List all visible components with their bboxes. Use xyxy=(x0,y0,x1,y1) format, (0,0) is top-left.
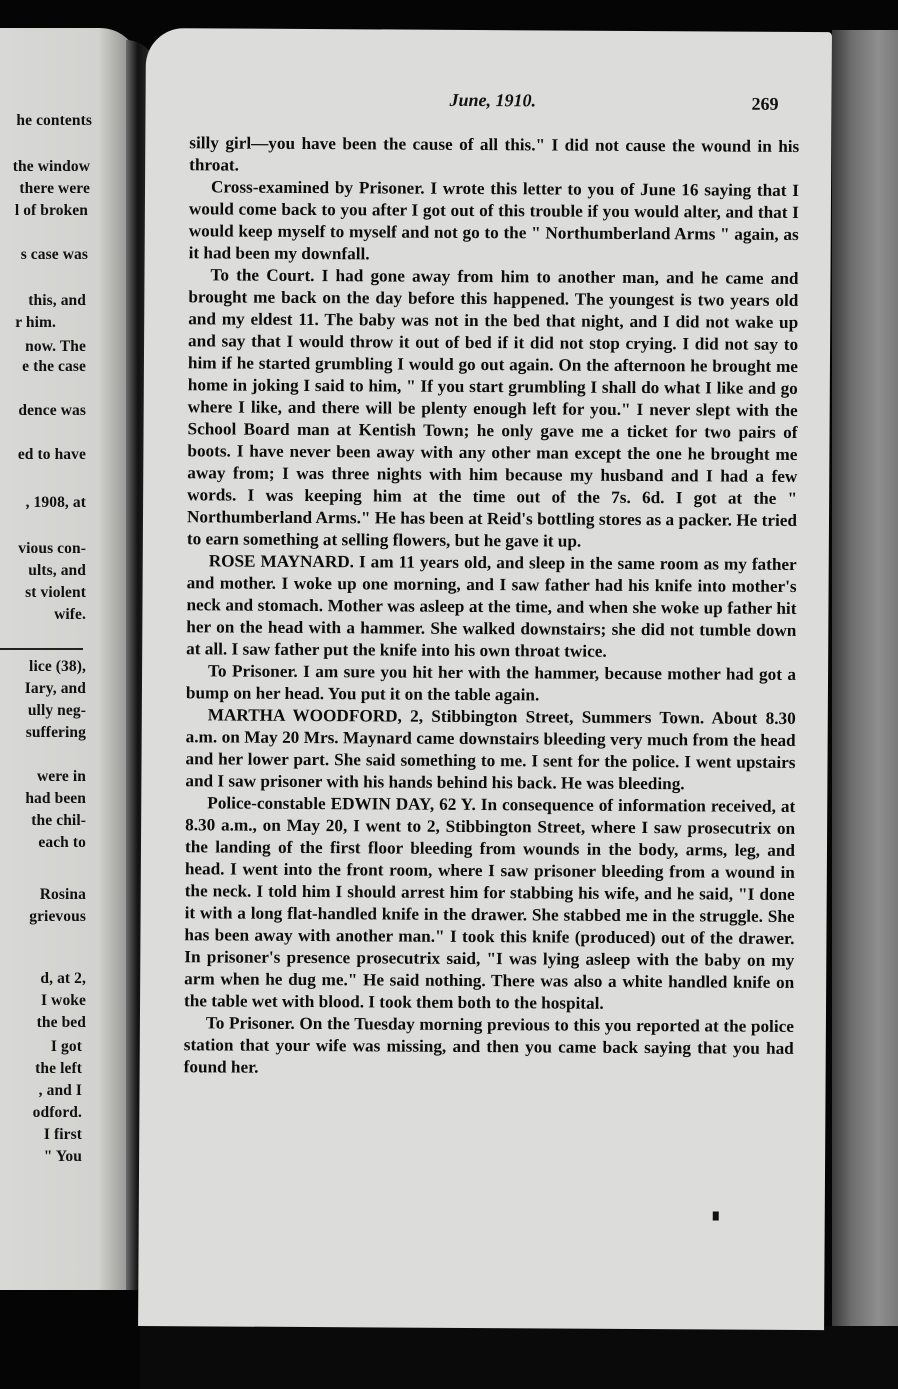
bottom-background xyxy=(140,1326,898,1389)
left-page-fragment: odford. xyxy=(32,1104,82,1121)
left-page-fragment: he contents xyxy=(16,112,92,129)
paragraph: ROSE MAYNARD. I am 11 years old, and sleep in the same room as my father and mother. I woke up one morning, and I saw father had his knife into mother's neck and stomach. Mother was asleep at the time, and when she woke up father hit her on the head with a hammer. She walked downstairs; she did not tumble down at all. I saw father put the knife into his own throat twice. xyxy=(186,551,797,661)
left-page-fragment: vious con- xyxy=(18,540,86,557)
left-page-fragment: , 1908, at xyxy=(25,494,86,511)
left-page-fragment: dence was xyxy=(18,402,86,419)
running-head: June, 1910. xyxy=(449,89,537,111)
left-page-rule xyxy=(0,648,83,650)
left-page-fragment: I first xyxy=(43,1126,82,1143)
left-page-fragment: wife. xyxy=(54,606,86,623)
left-page-fragment: ed to have xyxy=(17,446,86,463)
page-edge-shadow xyxy=(832,30,898,1389)
paragraph: Police-constable EDWIN DAY, 62 Y. In consequence of information received, at 8.30 a.m., on May 20, I went to 2, Stibbington Street, where I saw prosecutrix on the landing of the first floor bleeding from wounds in the body, arms, leg, and head. I went into the front room, where I saw prisoner bleeding from a wound in the neck. I told him I should arrest him for stabbing his wife, and he said, "I done it with a long flat-handled knife in the drawer. She stabbed me in the struggle. She has been away with another man." I took this knife (produced) out of the drawer. In prisoner's presence prosecutrix said, "I was lying asleep with the baby on my arm when he dug me." He said nothing. There was also a white handled knife on the table wet with blood. I took them both to the hospital. xyxy=(184,793,796,1013)
left-page-fragment: l of broken xyxy=(14,202,88,219)
paragraph: MARTHA WOODFORD, 2, Stibbington Street, Summers Town. About 8.30 a.m. on May 20 Mrs. Maynard came downstairs bleeding very much from the head and her lower part. She said something to me. I sent for the police. I went upstairs and I saw prisoner with his hands behind his back. He was bleeding. xyxy=(185,705,796,794)
left-page-fragment: I got xyxy=(50,1038,82,1055)
left-page-fragment: had been xyxy=(25,790,86,807)
left-page-fragment: lice (38), xyxy=(29,658,86,675)
left-page-fragment: there were xyxy=(19,180,90,197)
left-page-fragment: the window xyxy=(12,158,90,175)
paragraph: silly girl—you have been the cause of all this." I did not cause the wound in his throat. xyxy=(189,133,800,175)
left-page-fragment: this, and xyxy=(28,292,86,309)
left-page-fragment: the left xyxy=(35,1060,82,1077)
left-page-fragment: st violent xyxy=(25,584,86,601)
left-page-fragment: were in xyxy=(36,768,86,785)
left-page-fragment: ults, and xyxy=(28,562,86,579)
paragraph: Cross-examined by Prisoner. I wrote this letter to you of June 16 saying that I would come back to you after I got out of this trouble if you would alter, and that I would keep myself to myself and not go to the " Northumberland Arms " again, as it had been my downfall. xyxy=(188,177,800,264)
left-page-fragment: grievous xyxy=(29,908,86,925)
left-page-fragment: the chil- xyxy=(31,812,86,829)
left-facing-page xyxy=(0,28,140,1290)
left-page-fragment: Rosina xyxy=(39,886,86,903)
paragraph: To the Court. I had gone away from him to another man, and he came and brought me back on the day before this happened. The youngest is two years old and my eldest 11. The baby was not in the bed that night, and I did not wake up and say that I would throw it out of bed if it did not stop crying. I did not say to him if he started grumbling I would go out again. On the afternoon he brought me home in joking I said to him, " If you start grumbling I shall do what I like and go where I like, and there will be plenty enough left for you." I never slept with the School Board man at Kentish Town; he only gave me a ticket for two pairs of boots. I have never been away with any other man except the one he brought me away from; I was three nights with him because my husband and I had a few words. I was keeping him at the time out of the 7s. 6d. I got at the " Northumberland Arms." He has been at Reid's bottling stores as a packer. He tried to earn something at selling flowers, but he gave it up. xyxy=(186,265,799,551)
left-page-fragment: the bed xyxy=(36,1014,86,1031)
left-page-fragment: d, at 2, xyxy=(40,970,86,987)
page-header xyxy=(145,84,831,118)
left-page-fragment: s case was xyxy=(20,246,88,263)
left-page-fragment: e the case xyxy=(22,358,86,375)
left-page-fragment: " You xyxy=(43,1148,82,1165)
left-page-fragment: r him. xyxy=(15,314,56,331)
left-page-fragment: each to xyxy=(38,834,86,851)
left-page-fragment: now. The xyxy=(25,338,86,355)
left-page-fragment: ully neg- xyxy=(27,702,86,719)
left-page-fragment: Iary, and xyxy=(24,680,86,697)
page-number: 269 xyxy=(751,93,779,114)
body-text xyxy=(184,132,800,1082)
main-page xyxy=(138,28,832,1330)
end-mark xyxy=(713,1211,719,1220)
paragraph: To Prisoner. I am sure you hit her with the hammer, because mother had got a bump on her head. You put it on the table again. xyxy=(185,661,797,705)
left-page-fragment: suffering xyxy=(25,724,86,741)
left-page-fragment: I woke xyxy=(41,992,86,1009)
paragraph: To Prisoner. On the Tuesday morning previous to this you reported at the police station that your wife was missing, and then you came back saying that you had found her. xyxy=(183,1013,794,1077)
left-page-fragment: , and I xyxy=(38,1082,82,1099)
